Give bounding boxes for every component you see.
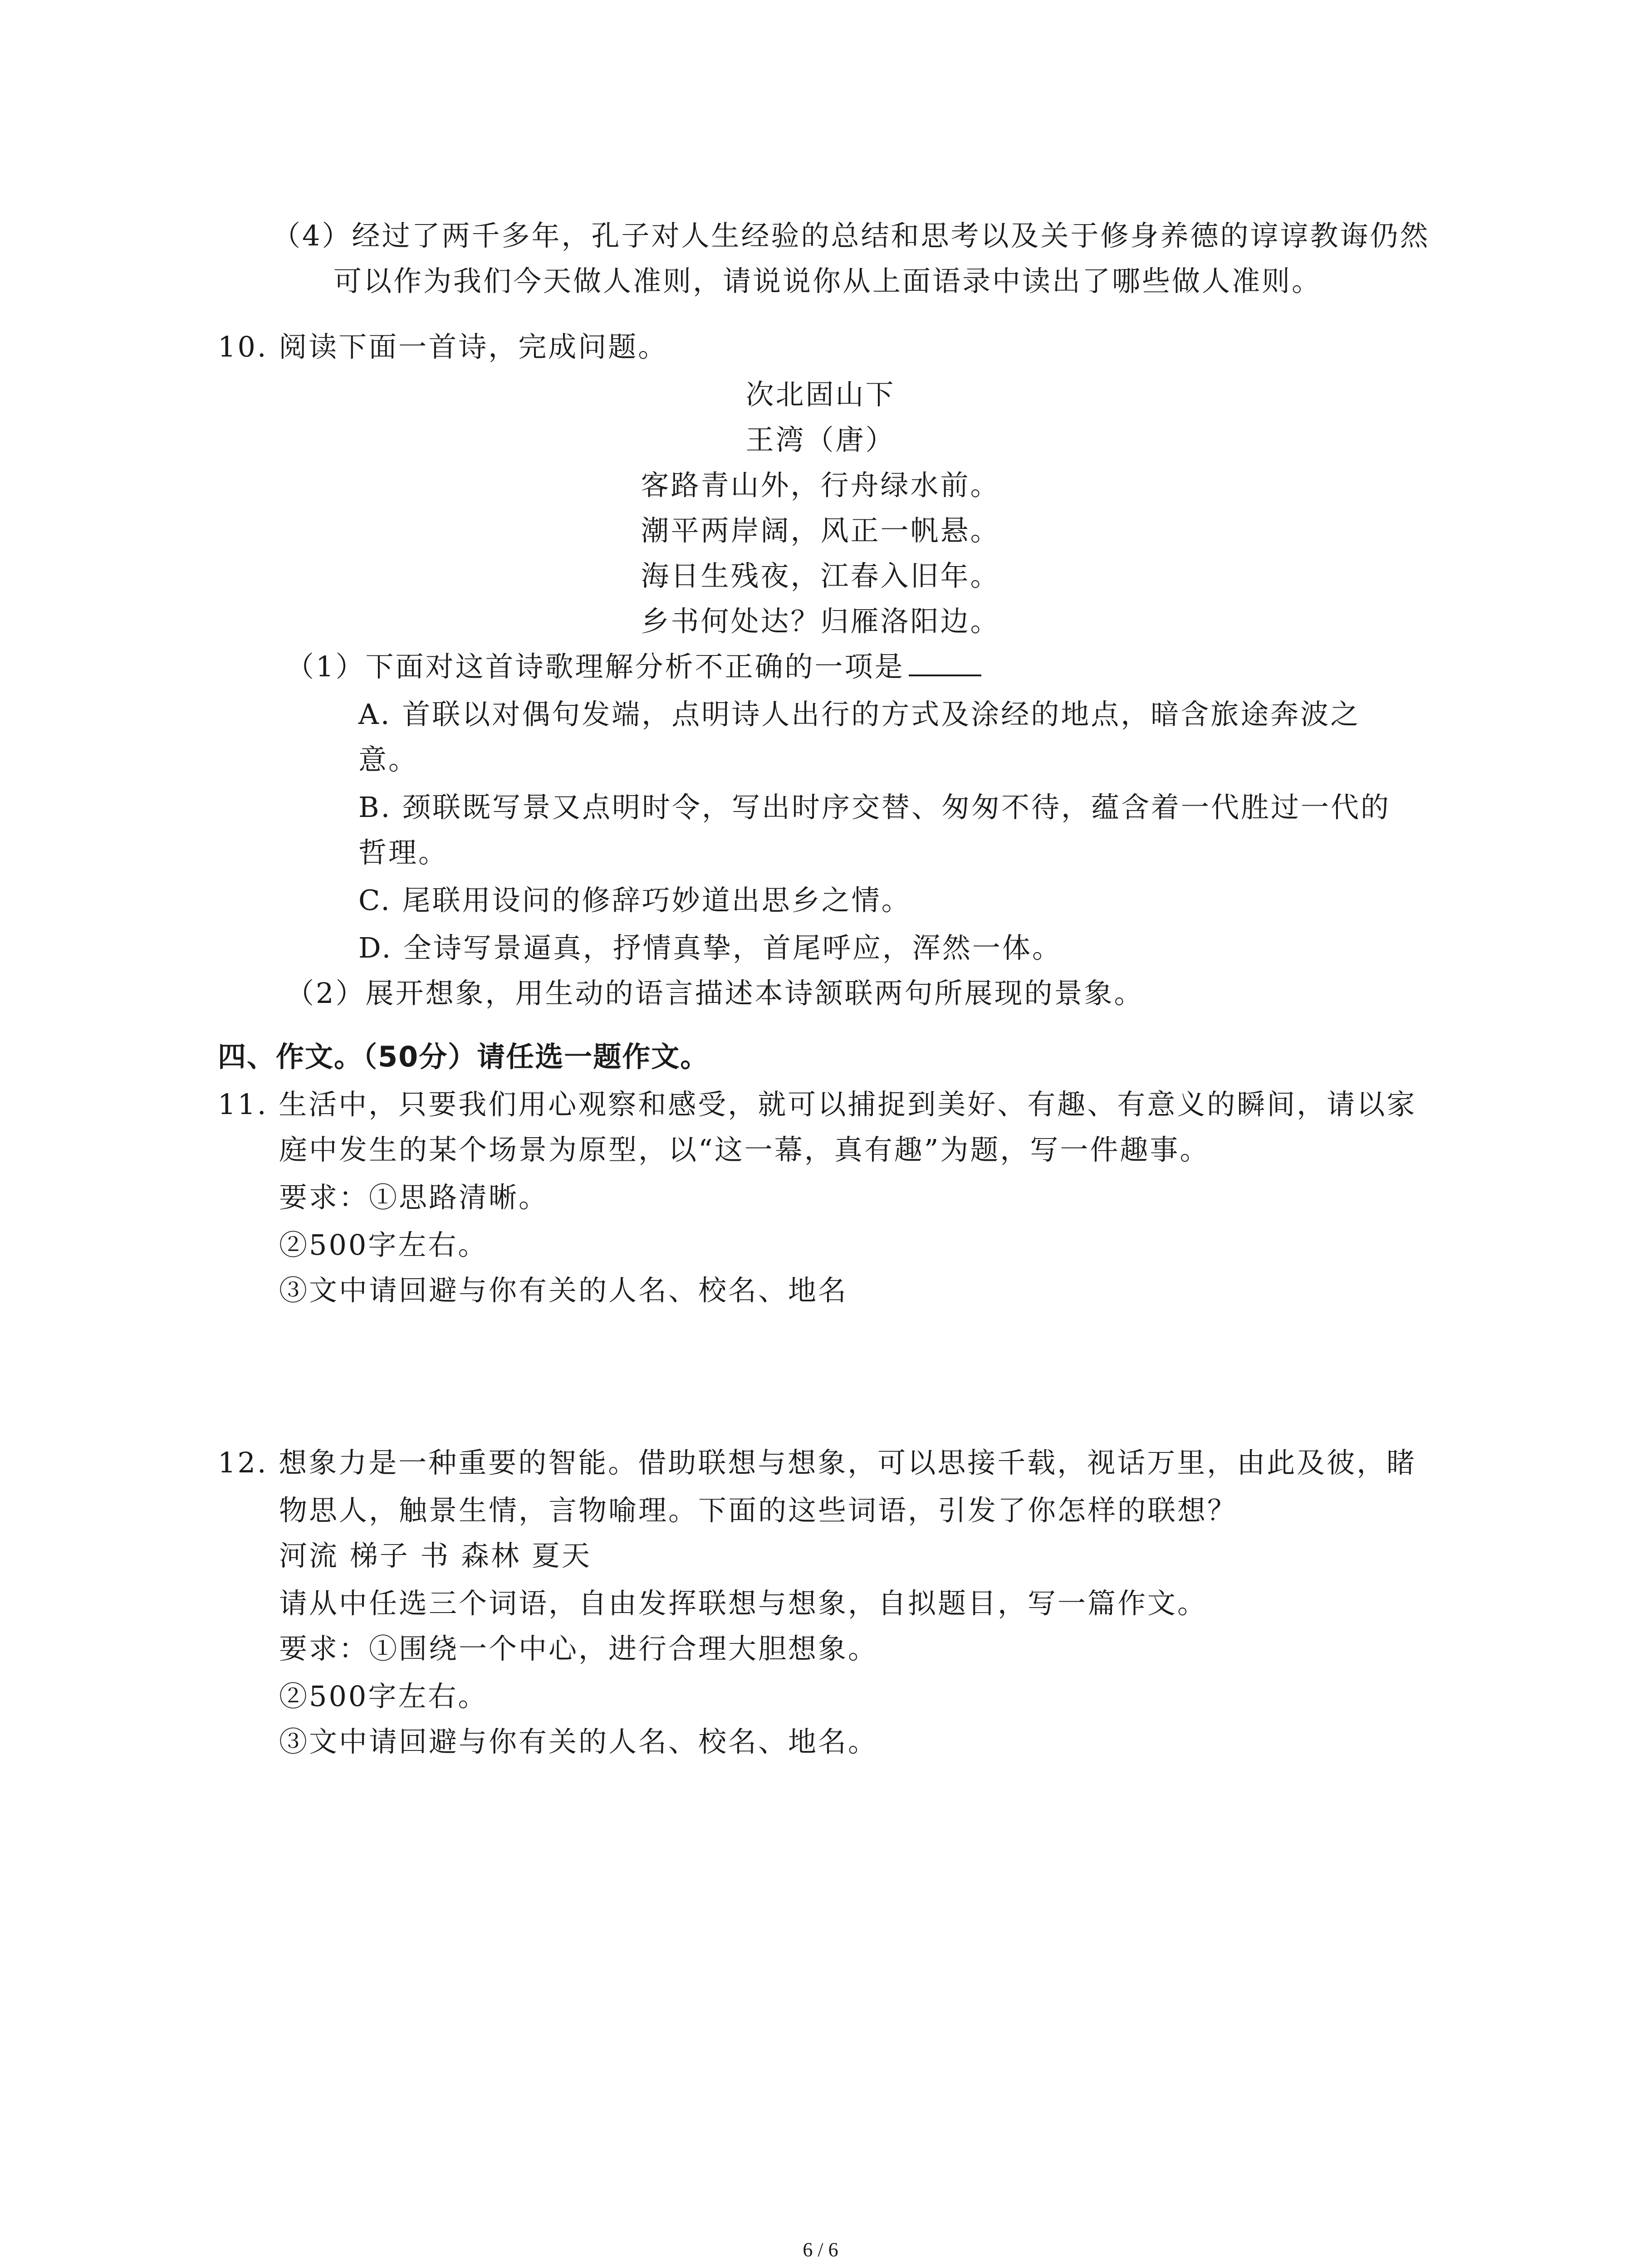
page-number: 6 / 6 <box>803 2239 838 2261</box>
q9-sub4-line1: （4）经过了两千多年，孔子对人生经验的总结和思考以及关于修身养德的谆谆教诲仍然 <box>272 219 1430 252</box>
option-b-line2: 哲理。 <box>358 836 449 869</box>
q11-req1: 要求：①思路清晰。 <box>279 1181 549 1214</box>
poem-title: 次北固山下 <box>745 378 896 411</box>
q11-line2: 庭中发生的某个场景为原型，以“这一幕，真有趣”为题，写一件趣事。 <box>279 1133 1210 1166</box>
q10-sub1-text: （1）下面对这首诗歌理解分析不正确的一项是 <box>286 650 905 683</box>
q11-line1: 11. 生活中，只要我们用心观察和感受，就可以捕捉到美好、有趣、有意义的瞬间，请以家 <box>218 1088 1417 1121</box>
q10-sub1 <box>286 649 981 685</box>
poem-line: 客路青山外，行舟绿水前。 <box>641 469 1000 502</box>
q12-words: 河流 梯子 书 森林 夏天 <box>279 1539 592 1572</box>
q12-req3: ③文中请回避与你有关的人名、校名、地名。 <box>279 1725 878 1758</box>
q12-instruction: 请从中任选三个词语，自由发挥联想与想象，自拟题目，写一篇作文。 <box>279 1587 1208 1620</box>
poem-line: 潮平两岸阔，风正一帆悬。 <box>641 514 1000 547</box>
poem-author: 王湾（唐） <box>745 423 896 456</box>
poem-line: 海日生残夜，江春入旧年。 <box>641 559 1000 592</box>
option-a-line1: A. 首联以对偶句发端，点明诗人出行的方式及涂经的地点，暗含旅途奔波之 <box>358 698 1361 731</box>
q10-sub2: （2）展开想象，用生动的语言描述本诗颔联两句所展现的景象。 <box>286 977 1144 1010</box>
q11-req2: ②500字左右。 <box>279 1228 488 1261</box>
q11-req3: ③文中请回避与你有关的人名、校名、地名 <box>279 1274 848 1307</box>
q12-line1: 12. 想象力是一种重要的智能。借助联想与想象，可以思接千载，视话万里，由此及彼，睹 <box>218 1446 1417 1479</box>
option-b-line1: B. 颈联既写景又点明时令，写出时序交替、匆匆不待，蕴含着一代胜过一代的 <box>358 791 1391 824</box>
q12-req2: ②500字左右。 <box>279 1680 488 1713</box>
option-d: D. 全诗写景逼真，抒情真挚，首尾呼应，浑然一体。 <box>358 931 1062 964</box>
answer-blank[interactable] <box>909 649 981 676</box>
q10-stem: 10. 阅读下面一首诗，完成问题。 <box>218 330 668 363</box>
q9-sub4-line2: 可以作为我们今天做人准则，请说说你从上面语录中读出了哪些做人准则。 <box>333 264 1322 298</box>
option-c: C. 尾联用设问的修辞巧妙道出思乡之情。 <box>358 884 911 917</box>
q12-line2: 物思人，触景生情，言物喻理。下面的这些词语，引发了你怎样的联想？ <box>279 1494 1238 1527</box>
poem-line: 乡书何处达？归雁洛阳边。 <box>641 605 1000 638</box>
option-a-line2: 意。 <box>358 743 419 776</box>
section-heading: 四、作文。（50分）请任选一题作文。 <box>218 1040 710 1073</box>
q12-req1: 要求：①围绕一个中心，进行合理大胆想象。 <box>279 1632 878 1665</box>
